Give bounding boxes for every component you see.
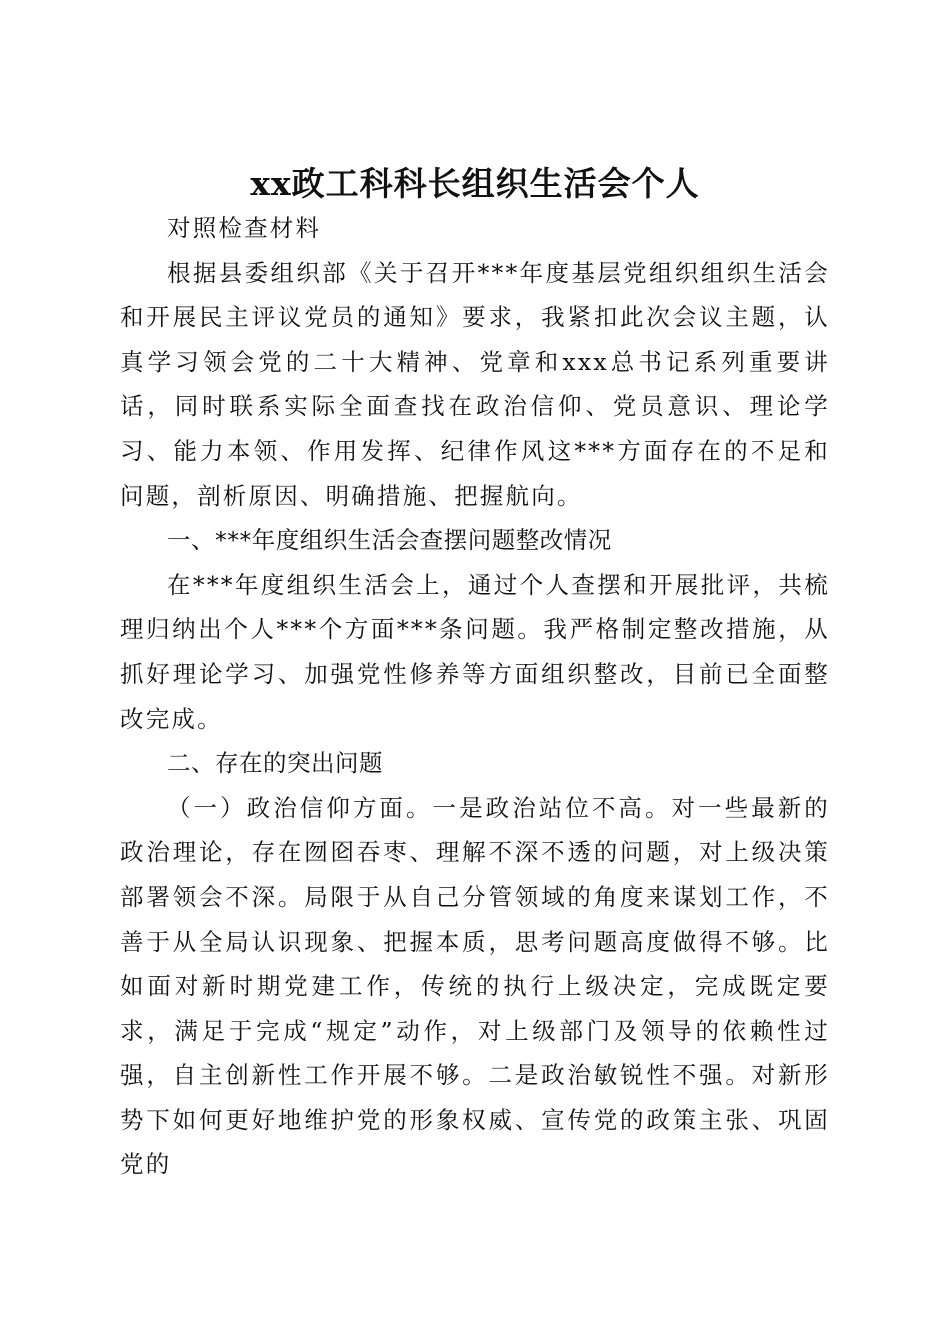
- subsection-1-paragraph: [120, 786, 830, 1187]
- section-1-paragraph: 在***年度组织生活会上，通过个人查摆和开展批评，共梳理归纳出个人***个方面***条问题。我严格制定整改措施，从抓好理论学习、加强党性修养等方面组织整改，目前已全面整改完成。: [120, 570, 830, 733]
- document-body: [120, 206, 830, 1187]
- subsection-1-lead: （一）政治信仰方面。: [167, 793, 433, 822]
- section-2-heading: 二、存在的突出问题: [167, 749, 383, 778]
- document-subtitle: 对照检查材料: [167, 214, 322, 242]
- intro-paragraph: 根据县委组织部《关于召开***年度基层党组织组织生活会和开展民主评议党员的通知》要求，我紧扣此次会议主题，认真学习领会党的二十大精神、党章和xxx总书记系列重要讲话，同时联系实际全面查找在政治信仰、党员意识、理论学习、能力本领、作用发挥、纪律作风这***方面存在的不足和问题，剖析原因、明确措施、把握航向。: [120, 258, 830, 510]
- section-1-heading: 一、***年度组织生活会查摆问题整改情况: [167, 526, 612, 555]
- document-title: xx政工科科长组织生活会个人: [250, 164, 700, 204]
- subsection-1-text: 一是政治站位不高。对一些最新的政治理论，存在囫囵吞枣、理解不深不透的问题，对上级决策部署领会不深。局限于从自己分管领域的角度来谋划工作，不善于从全局认识现象、把握本质，思考问题高度做得不够。比如面对新时期党建工作，传统的执行上级决定，完成既定要求，满足于完成“规定”动作，对上级部门及领导的依赖性过强，自主创新性工作开展不够。二是政治敏锐性不强。对新形势下如何更好地维护党的形象权威、宣传党的政策主张、巩固党的: [120, 793, 831, 1179]
